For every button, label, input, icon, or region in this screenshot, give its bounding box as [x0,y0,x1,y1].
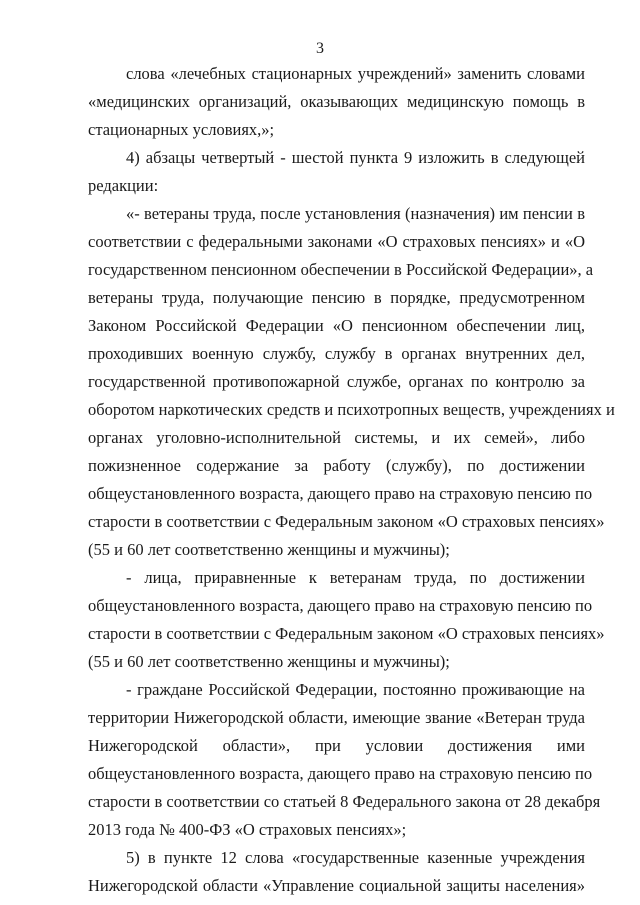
text-line: Нижегородской области «Управление социальной защиты населения» [88,876,585,895]
text-line: общеустановленного возраста, дающего право на страховую пенсию по [88,764,593,783]
text-line: - лица, приравненные к ветеранам труда, по достижении [126,568,585,587]
text-line: 2013 года № 400-ФЗ «О страховых пенсиях»; [88,820,407,839]
text-line: 5) в пункте 12 слова «государственные казенные учреждения [126,848,585,867]
text-line: (55 и 60 лет соответственно женщины и мужчины); [88,652,450,671]
text-line: государственной противопожарной службе, органах по контролю за [88,372,585,391]
text-line: старости в соответствии с Федеральным законом «О страховых пенсиях» [88,624,605,643]
text-line: 4) абзацы четвертый - шестой пункта 9 изложить в следующей [126,148,585,167]
text-line: «медицинских организаций, оказывающих медицинскую помощь в [88,92,585,111]
text-line: органах уголовно-исполнительной системы, и их семей», либо [88,428,585,447]
page-number: 3 [316,40,324,57]
text-line: старости в соответствии со статьей 8 Федерального закона от 28 декабря [88,792,601,811]
text-line: (55 и 60 лет соответственно женщины и мужчины); [88,540,450,559]
text-line: Нижегородской области», при условии достижения ими [88,736,585,755]
text-line: - граждане Российской Федерации, постоянно проживающие на [126,680,585,699]
text-line: редакции: [88,176,159,195]
text-line: ветераны труда, получающие пенсию в порядке, предусмотренном [88,288,585,307]
text-line: оборотом наркотических средств и психотропных веществ, учреждениях и [88,400,615,419]
text-line: Законом Российской Федерации «О пенсионном обеспечении лиц, [88,316,585,335]
text-line: территории Нижегородской области, имеющие звание «Ветеран труда [88,708,585,727]
text-line: слова «лечебных стационарных учреждений» заменить словами [126,64,585,83]
text-line: общеустановленного возраста, дающего право на страховую пенсию по [88,484,593,503]
text-line: «- ветераны труда, после установления (назначения) им пенсии в [126,204,585,223]
text-line: общеустановленного возраста, дающего право на страховую пенсию по [88,596,593,615]
text-line: соответствии с федеральными законами «О страховых пенсиях» и «О [88,232,585,251]
text-line: пожизненное содержание за работу (службу), по достижении [88,456,585,475]
text-line: стационарных условиях,»; [88,120,275,139]
text-line: государственном пенсионном обеспечении в Российской Федерации», а [88,260,594,279]
text-line: проходивших военную службу, службу в органах внутренних дел, [88,344,585,363]
text-line: старости в соответствии с Федеральным законом «О страховых пенсиях» [88,512,605,531]
